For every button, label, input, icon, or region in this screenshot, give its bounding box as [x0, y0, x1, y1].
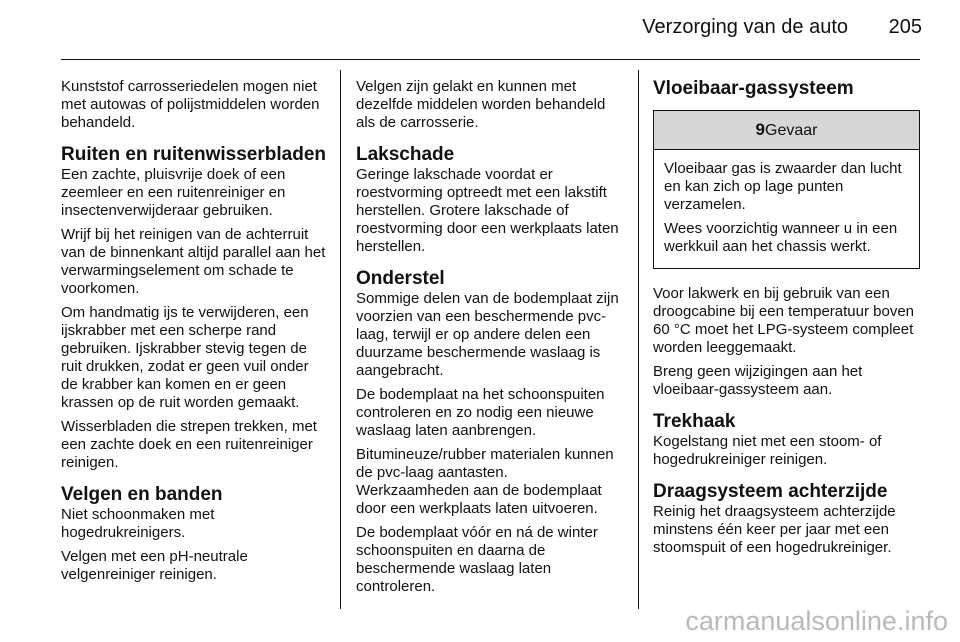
- column-3: [653, 78, 920, 563]
- section-heading-vloeibaar-gas: Vloeibaar-gassysteem: [653, 78, 854, 99]
- section-heading-trekhaak: Trekhaak: [653, 411, 736, 432]
- paragraph: Niet schoonmaken met hogedrukreinigers.: [61, 506, 215, 541]
- paragraph: Geringe lakschade voordat er roestvorming optreedt met een lakstift herstellen. Grotere lakschade of roestvorming door een werkplaats laten herstellen.: [356, 166, 619, 255]
- column-1: [61, 78, 326, 590]
- watermark: carmanualsonline.info: [685, 606, 948, 636]
- column-divider-2: [638, 70, 639, 609]
- paragraph: Velgen met een pH-neutrale velgenreiniger reinigen.: [61, 548, 248, 583]
- paragraph: Een zachte, pluisvrije doek of een zeemleer en een ruitenreiniger en insectenverwijderaar gebruiken.: [61, 166, 286, 219]
- warning-title: Gevaar: [765, 122, 818, 139]
- header-rule: [61, 59, 920, 60]
- column-divider-1: [340, 70, 341, 609]
- paragraph: Velgen zijn gelakt en kunnen met dezelfde middelen worden behandeld als de carrosserie.: [356, 78, 606, 131]
- paragraph: Voor lakwerk en bij gebruik van een droogcabine bij een temperatuur boven 60 °C moet het LPG-systeem compleet worden leeggemaakt.: [653, 285, 915, 356]
- paragraph: Kunststof carrosseriedelen mogen niet met autowas of polijstmiddelen worden behandeld.: [61, 78, 320, 131]
- paragraph: Om handmatig ijs te verwijderen, een ijskrabber met een scherpe rand gebruiken. Ijskrabber stevig tegen de ruit drukken, zodat er geen vuil onder de krabber kan komen en er geen krassen op de ruit worden gemaakt.: [61, 304, 309, 411]
- warning-body: [654, 150, 919, 268]
- paragraph: Kogelstang niet met een stoom- of hogedrukreiniger reinigen.: [653, 433, 882, 468]
- paragraph: Bitumineuze/rubber materialen kunnen de pvc-laag aantasten. Werkzaamheden aan de bodemplaat door een werkplaats laten uitvoeren.: [356, 446, 614, 517]
- warning-text: Wees voorzichtig wanneer u in een werkkuil aan het chassis werkt.: [664, 220, 898, 255]
- warning-header: [654, 111, 919, 150]
- paragraph: Breng geen wijzigingen aan het vloeibaar-gassysteem aan.: [653, 363, 863, 398]
- section-heading-draagsysteem: Draagsysteem achterzijde: [653, 481, 888, 502]
- section-heading-ruiten: Ruiten en ruitenwisserbladen: [61, 144, 326, 165]
- page-number: 205: [888, 16, 922, 38]
- section-heading-velgen: Velgen en banden: [61, 484, 223, 505]
- paragraph: Wrijf bij het reinigen van de achterruit van de binnenkant altijd parallel aan het verwarmingselement om schade te voorkomen.: [61, 226, 326, 297]
- paragraph: Reinig het draagsysteem achterzijde minstens één keer per jaar met een stoomspuit of een hogedrukreiniger.: [653, 503, 896, 556]
- warning-box: [653, 110, 920, 269]
- column-2: [356, 78, 621, 602]
- paragraph: Wisserbladen die strepen trekken, met een zachte doek en een ruitenreiniger reinigen.: [61, 418, 317, 471]
- running-header-title: Verzorging van de auto: [642, 16, 848, 38]
- paragraph: De bodemplaat na het schoonspuiten controleren en zo nodig een nieuwe waslaag laten aanbrengen.: [356, 386, 605, 439]
- paragraph: Sommige delen van de bodemplaat zijn voorzien van een beschermende pvc-laag, terwijl er op andere delen een duurzame beschermende waslaag is aangebracht.: [356, 290, 619, 379]
- section-heading-lakschade: Lakschade: [356, 144, 455, 165]
- section-heading-onderstel: Onderstel: [356, 268, 445, 289]
- warning-text: Vloeibaar gas is zwaarder dan lucht en kan zich op lage punten verzamelen.: [664, 160, 902, 213]
- paragraph: De bodemplaat vóór en ná de winter schoonspuiten en daarna de beschermende waslaag laten controleren.: [356, 524, 598, 595]
- warning-triangle-icon: 9: [755, 120, 765, 139]
